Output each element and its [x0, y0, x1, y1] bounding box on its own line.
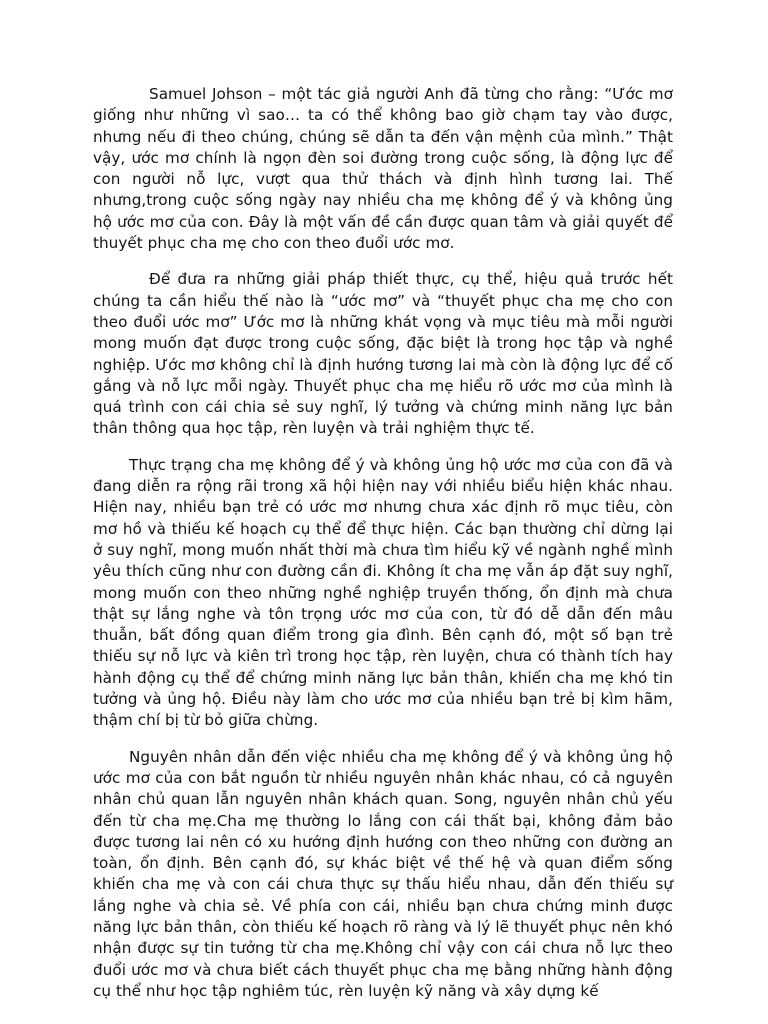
- document-body: [93, 84, 673, 1002]
- paragraph-definition: Để đưa ra những giải pháp thiết thực, cụ thể, hiệu quả trước hết chúng ta cần hiểu thế nào là “ước mơ” và “thuyết phục cha mẹ cho con theo đuổi ước mơ” Ước mơ là những khát vọng và mục tiêu mà mỗi người mong muốn đạt được trong cuộc sống, đặc biệt là trong học tập và nghề nghiệp. Ước mơ không chỉ là định hướng tương lai mà còn là động lực để cố gắng và nỗ lực mỗi ngày. Thuyết phục cha mẹ hiểu rõ ước mơ của mình là quá trình con cái chia sẻ suy nghĩ, lý tưởng và chứng minh năng lực bản thân thông qua học tập, rèn luyện và trải nghiệm thực tế.: [93, 270, 673, 438]
- paragraph-causes: Nguyên nhân dẫn đến việc nhiều cha mẹ không để ý và không ủng hộ ước mơ của con bắt nguồn từ nhiều nguyên nhân khác nhau, có cả nguyên nhân chủ quan lẫn nguyên nhân khách quan. Song, nguyên nhân chủ yếu đến từ cha mẹ.Cha mẹ thường lo lắng con cái thất bại, không đảm bảo được tương lai nên có xu hướng định hướng con theo những con đường an toàn, ổn định. Bên cạnh đó, sự khác biệt về thế hệ và quan điểm sống khiến cha mẹ và con cái chưa thực sự thấu hiểu nhau, dẫn đến thiếu sự lắng nghe và chia sẻ. Về phía con cái, nhiều bạn chưa chứng minh được năng lực bản thân, còn thiếu kế hoạch rõ ràng và lý lẽ thuyết phục nên khó nhận được sự tin tưởng từ cha mẹ.Không chỉ vậy con cái chưa nỗ lực theo đuổi ước mơ và chưa biết cách thuyết phục cha mẹ bằng những hành động cụ thể như học tập nghiêm túc, rèn luyện kỹ năng và xây dựng kế: [93, 747, 673, 1000]
- paragraph-situation: Thực trạng cha mẹ không để ý và không ủng hộ ước mơ của con đã và đang diễn ra rộng rãi trong xã hội hiện nay với nhiều biểu hiện khác nhau. Hiện nay, nhiều bạn trẻ có ước mơ nhưng chưa xác định rõ mục tiêu, còn mơ hồ và thiếu kế hoạch cụ thể để thực hiện. Các bạn thường chỉ dừng lại ở suy nghĩ, mong muốn nhất thời mà chưa tìm hiểu kỹ về ngành nghề mình yêu thích cũng như con đường cần đi. Không ít cha mẹ vẫn áp đặt suy nghĩ, mong muốn con theo những nghề nghiệp truyền thống, ổn định mà chưa thật sự lắng nghe và tôn trọng ước mơ của con, từ đó dễ dẫn đến mâu thuẫn, bất đồng quan điểm trong gia đình. Bên cạnh đó, một số bạn trẻ thiếu sự nỗ lực và kiên trì trong học tập, rèn luyện, chưa có thành tích hay hành động cụ thể để chứng minh năng lực bản thân, khiến cha mẹ khó tin tưởng và ủng hộ. Điều này làm cho ước mơ của nhiều bạn trẻ bị kìm hãm, thậm chí bị từ bỏ giữa chừng.: [93, 455, 673, 730]
- paragraph-intro: Samuel Johson – một tác giả người Anh đã từng cho rằng: “Ước mơ giống như những vì sao… ta có thể không bao giờ chạm tay vào được, nhưng nếu đi theo chúng, chúng sẽ dẫn ta đến vận mệnh của mình.” Thật vậy, ước mơ chính là ngọn đèn soi đường trong cuộc sống, là động lực để con người nỗ lực, vượt qua thử thách và định hình tương lai. Thế nhưng,trong cuộc sống ngày nay nhiều cha mẹ không để ý và không ủng hộ ước mơ của con. Đây là một vấn đề cần được quan tâm và giải quyết để thuyết phục cha mẹ cho con theo đuổi ước mơ.: [93, 85, 673, 253]
